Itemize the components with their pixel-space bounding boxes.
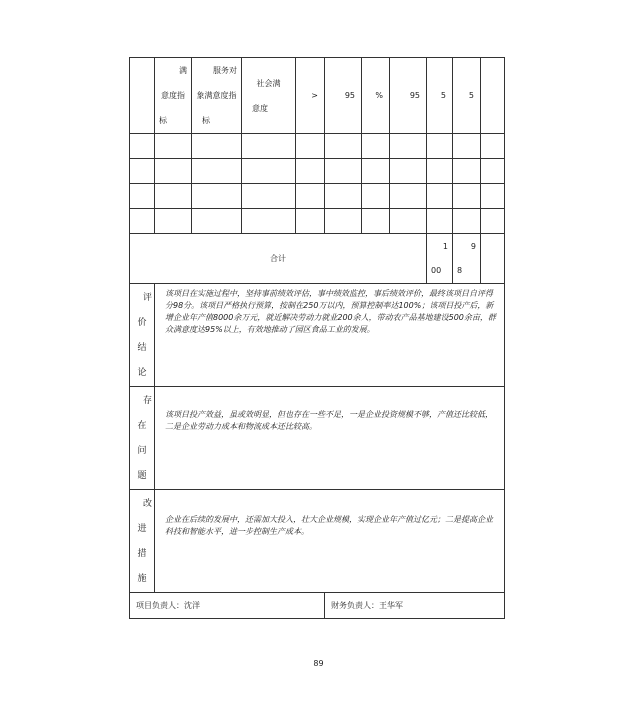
indicator-level3-cell: 社会满 意度 [242,58,296,134]
project-lead: 项目负责人：沈洋 [130,593,325,619]
score-cell: 5 [453,58,481,134]
total-label: 合计 [130,234,427,284]
conclusion-text: 该项目在实施过程中，坚持事前绩效评估，事中绩效监控，事后绩效评价，最终该项目自评得分98分。该项目严格执行预算，按制在250万以内，预算控制率达100%；该项目投产后，新增企业年产值8000余万元，就近解决劳动力就业200余人，带动农产品基地建设500余亩，群众满意度达95%以上，有效地推动了园区食品工业的发展。 [155,284,505,387]
signature-row [130,593,505,619]
indicator-level2-cell: 服务对 象满意度指 标 [192,58,242,134]
conclusion-label: 评 价 结 论 [130,284,155,387]
evaluation-table [129,57,505,619]
unit-cell: % [362,58,390,134]
indicator-level1-cell: 满 意度指 标 [155,58,192,134]
table-row [130,159,505,184]
actual-value-cell: 95 [390,58,427,134]
table-row [130,209,505,234]
conclusion-row [130,284,505,387]
total-score-cell: 9 8 [453,234,481,284]
blank-cell [481,58,505,134]
weight-cell: 5 [427,58,453,134]
page-number: 89 [313,659,324,668]
problems-row [130,387,505,490]
measures-text: 企业在后续的发展中，还需加大投入，壮大企业规模，实现企业年产值过亿元；二是提高企业科技和智能水平，进一步控制生产成本。 [155,490,505,593]
measures-label: 改 进 措 施 [130,490,155,593]
total-weight-cell: 1 00 [427,234,453,284]
table-row [130,184,505,209]
problems-label: 存 在 问 题 [130,387,155,490]
blank-cell [130,58,155,134]
table-row [130,134,505,159]
table-row [130,58,505,134]
blank-cell [481,234,505,284]
target-value-cell: 95 [325,58,362,134]
operator-cell: > [296,58,325,134]
total-row [130,234,505,284]
finance-lead: 财务负责人：王华军 [325,593,505,619]
measures-row [130,490,505,593]
problems-text: 该项目投产效益，虽或效明显，但也存在一些不足，一是企业投资规模不够，产值还比较低，二是企业劳动力成本和物流成本还比较高。 [155,387,505,490]
